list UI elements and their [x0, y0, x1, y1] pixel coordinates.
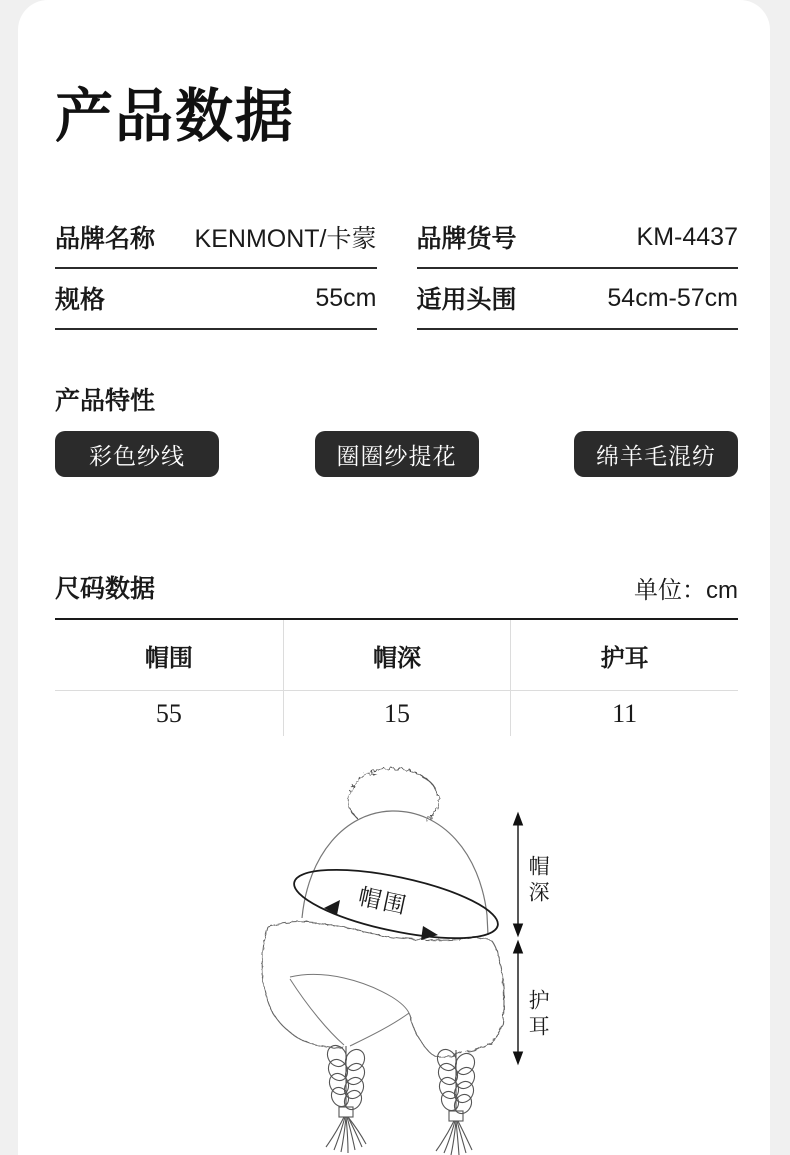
size-data-header [55, 569, 738, 605]
size-col-header-depth: 帽深 [283, 620, 511, 691]
spec-label: 适用头围 [416, 286, 517, 315]
size-data-heading: 尺码数据 [55, 575, 156, 604]
spec-row-brand-name [55, 208, 377, 269]
left-braid [324, 1042, 369, 1153]
size-value-circumference: 55 [155, 698, 182, 728]
spec-value: KENMONT/卡蒙 [194, 225, 377, 254]
features-heading: 产品特性 [55, 386, 156, 415]
spec-value: 54cm-57cm [607, 283, 738, 312]
spec-label: 规格 [55, 286, 106, 315]
product-data-card [18, 0, 770, 1155]
flap-inner-lines [290, 974, 409, 1046]
spec-table [55, 208, 738, 330]
depth-label: 帽深 [526, 855, 550, 907]
spec-value: KM-4437 [636, 222, 738, 251]
spec-row-head-circumference [417, 269, 739, 330]
size-value-earflap: 11 [510, 691, 738, 736]
size-unit-label: 单位：cm [634, 577, 738, 605]
earflap-dimension-arrow [514, 941, 523, 1064]
circumference-label: 帽围 [355, 883, 411, 919]
feature-badge-loop-jacquard: 圈圈纱提花 [315, 431, 479, 477]
fur-body-outline [262, 922, 504, 1058]
spec-value: 55cm [315, 283, 377, 312]
page-title: 产品数据 [55, 84, 296, 149]
spec-row-item-number [417, 208, 739, 269]
size-value-depth: 15 [283, 691, 511, 736]
size-col-header-earflap: 护耳 [510, 620, 738, 691]
spec-row-size [55, 269, 377, 330]
hat-measurement-diagram [240, 755, 580, 1155]
spec-label: 品牌货号 [416, 225, 517, 254]
feature-badge-colored-yarn: 彩色纱线 [55, 431, 219, 477]
spec-label: 品牌名称 [55, 225, 156, 254]
right-braid [434, 1046, 479, 1155]
ear-flap-label: 护耳 [526, 989, 550, 1041]
feature-badges [55, 431, 738, 477]
size-table [55, 620, 738, 736]
hat-diagram-drawing [240, 755, 580, 1155]
pom-pom-outline [348, 769, 438, 821]
feature-badge-wool-blend: 绵羊毛混纺 [574, 431, 738, 477]
depth-dimension-arrow [514, 813, 523, 936]
size-col-header-circumference: 帽围 [55, 620, 283, 691]
